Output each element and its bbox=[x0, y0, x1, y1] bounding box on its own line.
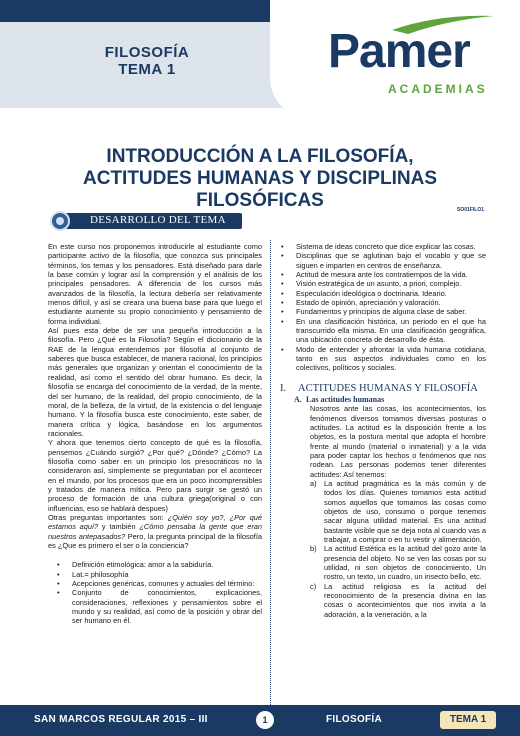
list-item: • Acepciones genéricas, comunes y actuales del término: bbox=[56, 579, 262, 588]
left-column bbox=[48, 242, 262, 626]
definition-list bbox=[48, 560, 262, 625]
subsection-title: Las actitudes humanas bbox=[306, 394, 385, 404]
page-footer bbox=[0, 705, 520, 736]
header-topic: TEMA 1 bbox=[118, 61, 176, 78]
bullet-circle-icon bbox=[50, 211, 70, 231]
item-text: La actitud pragmática es la más común y de todos los días. Quienes tomamos esta actitud somos aquellos que tomamos las cosas como objetos de uso, consumo o porque tenemos sacar alguna utilidad material. Es una actitud bastante visible que se deja nota al cuando vas a trabajar, a comprar o en tu vestir y alimentación. bbox=[324, 478, 486, 544]
italic-question: ¿Quién soy yo?, ¿Por qué estamos aquí? bbox=[48, 512, 262, 532]
list-item bbox=[310, 544, 486, 581]
list-item: • Sistema de ideas concreto que dice explicar las cosas. bbox=[280, 242, 486, 251]
list-item: • Conjunto de conocimientos, explicaciones, consideraciones, reflexiones y pensamientos sobre el mundo y su realidad, así como de la posición y obrar del ser humano en él. bbox=[56, 588, 262, 625]
title-line: FILOSÓFICAS bbox=[196, 190, 324, 211]
text-run: Pero, la pregunta principal de la filosofía es ¿Que es primero el ser o la conciencia? bbox=[48, 531, 263, 550]
subsection-number: A. bbox=[294, 394, 302, 404]
section-heading bbox=[280, 383, 486, 395]
footer-subject: FILOSOFÍA bbox=[326, 714, 383, 725]
section-number: I. bbox=[280, 382, 287, 394]
paragraph: Nosotros ante las cosas, los acontecimientos, los fenómenos diversos tomamos diversas posturas o actitudes. La actitud es la disposición frente a los objetos, es la postura mental que adopta el hombre frente al mundo (material o inmaterial) y a la vida para poder captar los hechos o fenómenos que nos rodean. Las personas podemos tener diferentes actitudes: Así tenemos: bbox=[310, 404, 486, 479]
attitudes-list bbox=[280, 479, 486, 619]
column-divider bbox=[270, 240, 271, 705]
list-item: • Definición etimológica: amor a la sabiduría. bbox=[56, 560, 262, 569]
list-item: • Especulación ideológica o doctrinaria. Ideario. bbox=[280, 289, 486, 298]
list-item: • Actitud de mesura ante los contratiempos de la vida. bbox=[280, 270, 486, 279]
header-subject: FILOSOFÍA bbox=[104, 44, 190, 61]
subsection-heading bbox=[280, 395, 486, 404]
italic-question: ¿Cómo pensaba la gente que eran nuestros antepasados? bbox=[48, 522, 263, 541]
paragraph bbox=[48, 513, 262, 550]
item-text: La actitud religiosa es la actitud del reconocimiento de la presencia divina en las cosas o acontecimientos que nos invita a la adoración, a la veneración, a la bbox=[324, 581, 486, 619]
list-item: • Modo de entender y afrontar la vida humana cotidiana, tanto en sus aspectos individuales como en los colectivos, políticos y sociales. bbox=[280, 345, 486, 373]
item-marker: a) bbox=[310, 478, 317, 488]
section-title: ACTITUDES HUMANAS Y FILOSOFÍA bbox=[298, 382, 478, 394]
paragraph: En este curso nos proponemos introducirle al estudiante como participante activo de la filosofía, que conozca sus principales términos, los temas y los pensadores. Está diseñado para darle la base común y lograr así la comprensión y el análisis de los principales pensadores. A diferencia de los cursos más avanzados de la filosofía, la lectura debería ser relativamente menos difícil, y así se creara una buena base para que luego el estudiante aumente su propio conocimiento y pensamiento de forma individual. bbox=[48, 242, 262, 326]
footer-course: SAN MARCOS REGULAR 2015 – III bbox=[34, 714, 208, 725]
list-item: • Lat.= philosophía bbox=[56, 570, 262, 579]
list-item: • Disciplinas que se aglutinan bajo el vocablo y que se siguen e imparten en centros de enseñanza. bbox=[280, 251, 486, 270]
right-column bbox=[280, 242, 486, 619]
paragraph: Así pues esta debe de ser una pequeña introducción a la filosofía. Pero ¿Qué es la Filosofía? Según el diccionario de la RAE de la lengua entendemos por filosofía al conjunto de saberes que busca establecer, de manera racional, los principios más generales que organizan y orientan el conocimiento de la realidad, así como el sentido del obrar humano. Es decir, la filosofía se encarga del conocimiento de la verdad, de la mente, del ser humano, de la realidad, del propio conocimiento, de la moral, de la belleza, de la virtud, de la existencia o del lenguaje humano. Y la filosofía busca este conocimiento, este saber, de manera crítica y lógica, basándose en los argumentos racionales. bbox=[48, 326, 262, 438]
page-header bbox=[0, 0, 520, 118]
logo-subtitle: ACADEMIAS bbox=[388, 82, 488, 96]
item-text: La actitud Estética es la actitud del gozo ante la presencia del objeto. No se ven las cosas por su utilidad, ni son objetos de conocimiento. Un rostro, un texto, un cuadro, un insecto bello, etc. bbox=[324, 544, 486, 582]
page-number: 1 bbox=[256, 711, 274, 729]
title-line: INTRODUCCIÓN A LA FILOSOFÍA, bbox=[106, 146, 414, 167]
logo-wordmark: Pamer bbox=[328, 25, 470, 78]
list-item: • Fundamentos y principios de alguna clase de saber. bbox=[280, 307, 486, 316]
paragraph: Y ahora que tenemos cierto concepto de qué es la filosofía, pensemos ¿Cuándo surgió? ¿Por qué? ¿Dónde? ¿Cómo? La filosofía como saber en un principio los presocráticos no la consideraron así, simplemente se preguntaban por el acontecer en el mundo, por los procesos que era un poco incomprensibles y tratados de manera mítica. Pero para surgir se gestó un proceso de formación de una cultura griega(original o con influencias, eso se hablará despues) bbox=[48, 438, 262, 513]
text-run: Otras preguntas importantes son: bbox=[48, 512, 168, 522]
logo bbox=[270, 0, 520, 118]
list-item: • En una clasificación histórica, un periodo en el que ha transcurrido ella misma. En una clasificación geográfica, una ubicación concreta de desarrollo de ésta. bbox=[280, 317, 486, 345]
title-line: ACTITUDES HUMANAS Y DISCIPLINAS bbox=[83, 168, 437, 189]
list-item bbox=[310, 582, 486, 619]
page-title bbox=[40, 146, 480, 212]
header-subject-block bbox=[62, 44, 232, 78]
list-item bbox=[310, 479, 486, 544]
meanings-list bbox=[280, 242, 486, 373]
list-item: • Visión estratégica de un asunto, a priori, complejo. bbox=[280, 279, 486, 288]
item-marker: c) bbox=[310, 581, 317, 591]
section-banner bbox=[50, 211, 242, 231]
list-item: • Estado de opinión, apreciación y valoración. bbox=[280, 298, 486, 307]
text-run: y también bbox=[98, 522, 140, 532]
document-code: SO01FILO1 bbox=[457, 207, 484, 213]
item-marker: b) bbox=[310, 544, 317, 554]
topic-badge: TEMA 1 bbox=[440, 711, 496, 729]
banner-label: DESARROLLO DEL TEMA bbox=[90, 214, 226, 226]
